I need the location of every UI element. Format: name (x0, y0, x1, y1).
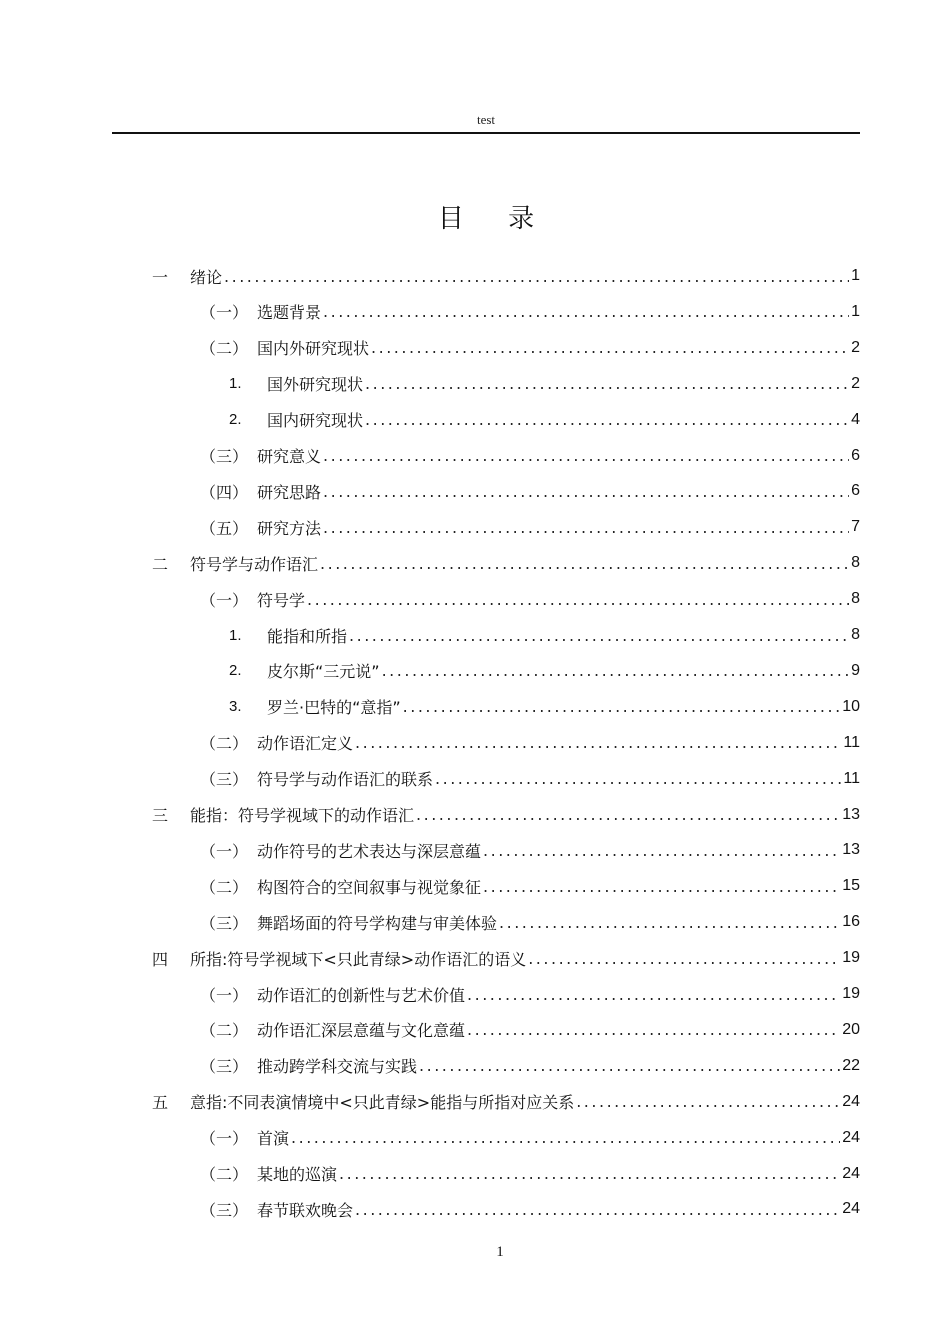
toc-entry-number: （二） (200, 1021, 249, 1041)
toc-dot-leader (467, 985, 840, 1004)
toc-entry[interactable] (229, 402, 860, 438)
toc-entry[interactable] (229, 366, 860, 402)
toc-dot-leader (382, 661, 850, 680)
toc-entry-label: 春节联欢晚会 (257, 1200, 354, 1220)
toc-entry-label: 符号学 (257, 590, 306, 610)
toc-entry-page: 13 (842, 841, 860, 859)
toc-entry-label: 能指：符号学视域下的动作语汇 (190, 806, 415, 825)
toc-entry-label: 国外研究现状 (267, 375, 364, 395)
toc-entry-page: 11 (843, 769, 860, 787)
toc-entry[interactable] (229, 689, 860, 725)
toc-entry-page: 16 (842, 913, 860, 931)
toc-dot-leader (291, 1128, 840, 1147)
toc-entry-number: （三） (200, 913, 249, 933)
toc-entry-label: 研究方法 (257, 518, 322, 538)
toc-entry-number: （一） (200, 590, 249, 610)
toc-entry-number: 1. (229, 626, 242, 644)
toc-entry-page: 7 (851, 518, 860, 536)
toc-entry-label: 能指和所指 (267, 626, 348, 646)
toc-dot-leader (576, 1092, 840, 1111)
toc-entry-number: 二 (152, 554, 169, 574)
toc-entry[interactable] (200, 761, 860, 797)
toc-entry-label: 选题背景 (257, 303, 322, 323)
toc-entry-page: 19 (842, 985, 860, 1002)
toc-entry-page: 6 (851, 482, 860, 500)
toc-entry-number: （二） (200, 734, 249, 754)
toc-entry-number: 三 (152, 806, 169, 825)
toc-entry[interactable] (200, 473, 860, 509)
toc-entry[interactable] (200, 1012, 860, 1048)
toc-entry[interactable] (152, 797, 860, 833)
toc-dot-leader (323, 302, 849, 321)
toc-entry-label: 舞蹈场面的符号学构建与审美体验 (257, 913, 498, 933)
toc-dot-leader (307, 590, 849, 609)
toc-entry[interactable] (229, 617, 860, 653)
toc-entry[interactable] (200, 438, 860, 474)
toc-entry-number: （三） (200, 770, 249, 790)
toc-entry-label: 绪论 (190, 267, 223, 287)
toc-entry-label: 符号学与动作语汇 (190, 554, 319, 574)
toc-dot-leader (365, 374, 849, 393)
toc-entry[interactable] (200, 509, 860, 545)
toc-entry-page: 19 (842, 949, 860, 967)
toc-entry-label: 研究思路 (257, 482, 322, 502)
toc-dot-leader (483, 877, 840, 896)
toc-entry[interactable] (152, 545, 860, 581)
toc-entry-page: 6 (851, 446, 860, 464)
toc-entry-page: 22 (842, 1056, 860, 1074)
toc-dot-leader (323, 518, 849, 537)
toc-dot-leader (339, 1164, 840, 1183)
toc-entry[interactable] (200, 832, 860, 868)
toc-entry-label: 皮尔斯“三元说” (267, 662, 380, 682)
toc-entry-label: 动作语汇定义 (257, 734, 354, 754)
toc-entry-page: 8 (851, 590, 860, 608)
toc-entry-number: （一） (200, 985, 249, 1005)
toc-entry-page: 13 (842, 805, 860, 823)
toc-entry-number: 2. (229, 662, 242, 680)
toc-entry-number: （二） (200, 1165, 249, 1184)
toc-entry-number: （一） (200, 1129, 249, 1149)
toc-entry[interactable] (200, 1156, 860, 1192)
toc-entry[interactable] (152, 1084, 860, 1120)
toc-dot-leader (499, 913, 840, 932)
toc-dot-leader (467, 1020, 840, 1039)
toc-dot-leader (419, 1056, 840, 1075)
toc-entry[interactable] (200, 1048, 860, 1084)
toc-dot-leader (323, 482, 849, 501)
toc-entry-page: 4 (851, 410, 860, 428)
toc-entry[interactable] (200, 1191, 860, 1227)
toc-entry[interactable] (200, 330, 860, 366)
toc-entry-page: 11 (843, 733, 860, 751)
toc-dot-leader (365, 410, 849, 429)
toc-entry-number: （二） (200, 877, 249, 897)
toc-entry-page: 10 (842, 697, 860, 715)
toc-entry-page: 24 (842, 1092, 860, 1110)
toc-dot-leader (483, 841, 840, 860)
toc-entry-page: 2 (851, 374, 860, 392)
toc-entry-number: （三） (200, 447, 249, 466)
toc-entry-label: 罗兰·巴特的“意指” (267, 698, 401, 718)
toc-entry[interactable] (200, 904, 860, 940)
toc-dot-leader (435, 769, 841, 788)
toc-dot-leader (355, 1200, 840, 1219)
toc-entry-label: 推动跨学科交流与实践 (257, 1057, 418, 1077)
toc-title: 目 录 (437, 204, 553, 234)
toc-entry-label: 动作语汇的创新性与艺术价值 (257, 985, 466, 1005)
toc-dot-leader (416, 805, 840, 824)
toc-entry-number: （四） (200, 482, 249, 502)
toc-entry-number: （五） (200, 518, 249, 538)
toc-entry-page: 8 (851, 626, 860, 643)
toc-entry-number: 四 (152, 949, 169, 969)
header-rule (112, 132, 860, 134)
toc-entry[interactable] (152, 940, 860, 976)
running-header: test (476, 112, 496, 127)
toc-entry-page: 8 (851, 554, 860, 572)
toc-entry-page: 1 (851, 302, 860, 320)
toc-entry-label: 动作语汇深层意蕴与文化意蕴 (257, 1021, 466, 1041)
footer-page-number: 1 (496, 1244, 504, 1260)
toc-dot-leader (320, 554, 849, 573)
toc-dot-leader (224, 267, 849, 286)
toc-entry[interactable] (229, 653, 860, 689)
toc-dot-leader (528, 949, 840, 968)
toc-entry-number: 1. (229, 375, 242, 393)
toc-entry-label: 动作符号的艺术表达与深层意蕴 (257, 841, 482, 861)
toc-entry-label: 构图符合的空间叙事与视觉象征 (257, 877, 482, 897)
toc-dot-leader (403, 697, 841, 716)
toc-dot-leader (371, 338, 849, 357)
toc-entry[interactable] (200, 294, 860, 330)
toc-entry-label: 符号学与动作语汇的联系 (257, 770, 434, 790)
toc-entry-number: 一 (152, 267, 169, 287)
toc-entry-page: 24 (842, 1200, 860, 1218)
toc-dot-leader (323, 446, 849, 465)
toc-entry-page: 24 (842, 1128, 860, 1146)
toc-entry-label: 首演 (257, 1129, 290, 1149)
toc-entry-label: 意指:不同表演情境中<只此青绿>能指与所指对应关系 (190, 1093, 575, 1113)
toc-entry-number: 五 (152, 1093, 169, 1113)
toc-entry[interactable] (200, 1120, 860, 1156)
toc-entry-page: 15 (842, 877, 860, 895)
toc-entry-page: 24 (842, 1164, 860, 1182)
toc-dot-leader (355, 733, 841, 752)
toc-entry[interactable] (200, 976, 860, 1012)
toc-entry-number: （一） (200, 303, 249, 323)
toc-entry-label: 国内外研究现状 (257, 339, 370, 359)
toc-entry-number: （三） (200, 1057, 249, 1077)
toc-entry[interactable] (200, 581, 860, 617)
toc-entry-label: 国内研究现状 (267, 411, 364, 431)
toc-entry[interactable] (200, 868, 860, 904)
toc-entry-number: 2. (229, 411, 242, 429)
toc-entry-label: 所指:符号学视域下<只此青绿>动作语汇的语义 (190, 949, 527, 969)
toc-entry-page: 20 (842, 1020, 860, 1038)
toc-entry-page: 1 (851, 267, 860, 284)
toc-dot-leader (349, 626, 849, 645)
toc-entry[interactable] (200, 725, 860, 761)
toc-entry-number: （二） (200, 339, 249, 359)
toc-entry-label: 研究意义 (257, 447, 322, 466)
toc-entry-number: （一） (200, 841, 249, 861)
toc-entry-number: （三） (200, 1200, 249, 1220)
toc-entry-number: 3. (229, 698, 242, 716)
toc-entry[interactable] (152, 258, 860, 294)
toc-entry-page: 9 (851, 661, 860, 679)
toc-entry-label: 某地的巡演 (257, 1165, 338, 1184)
toc-entry-page: 2 (851, 338, 860, 356)
